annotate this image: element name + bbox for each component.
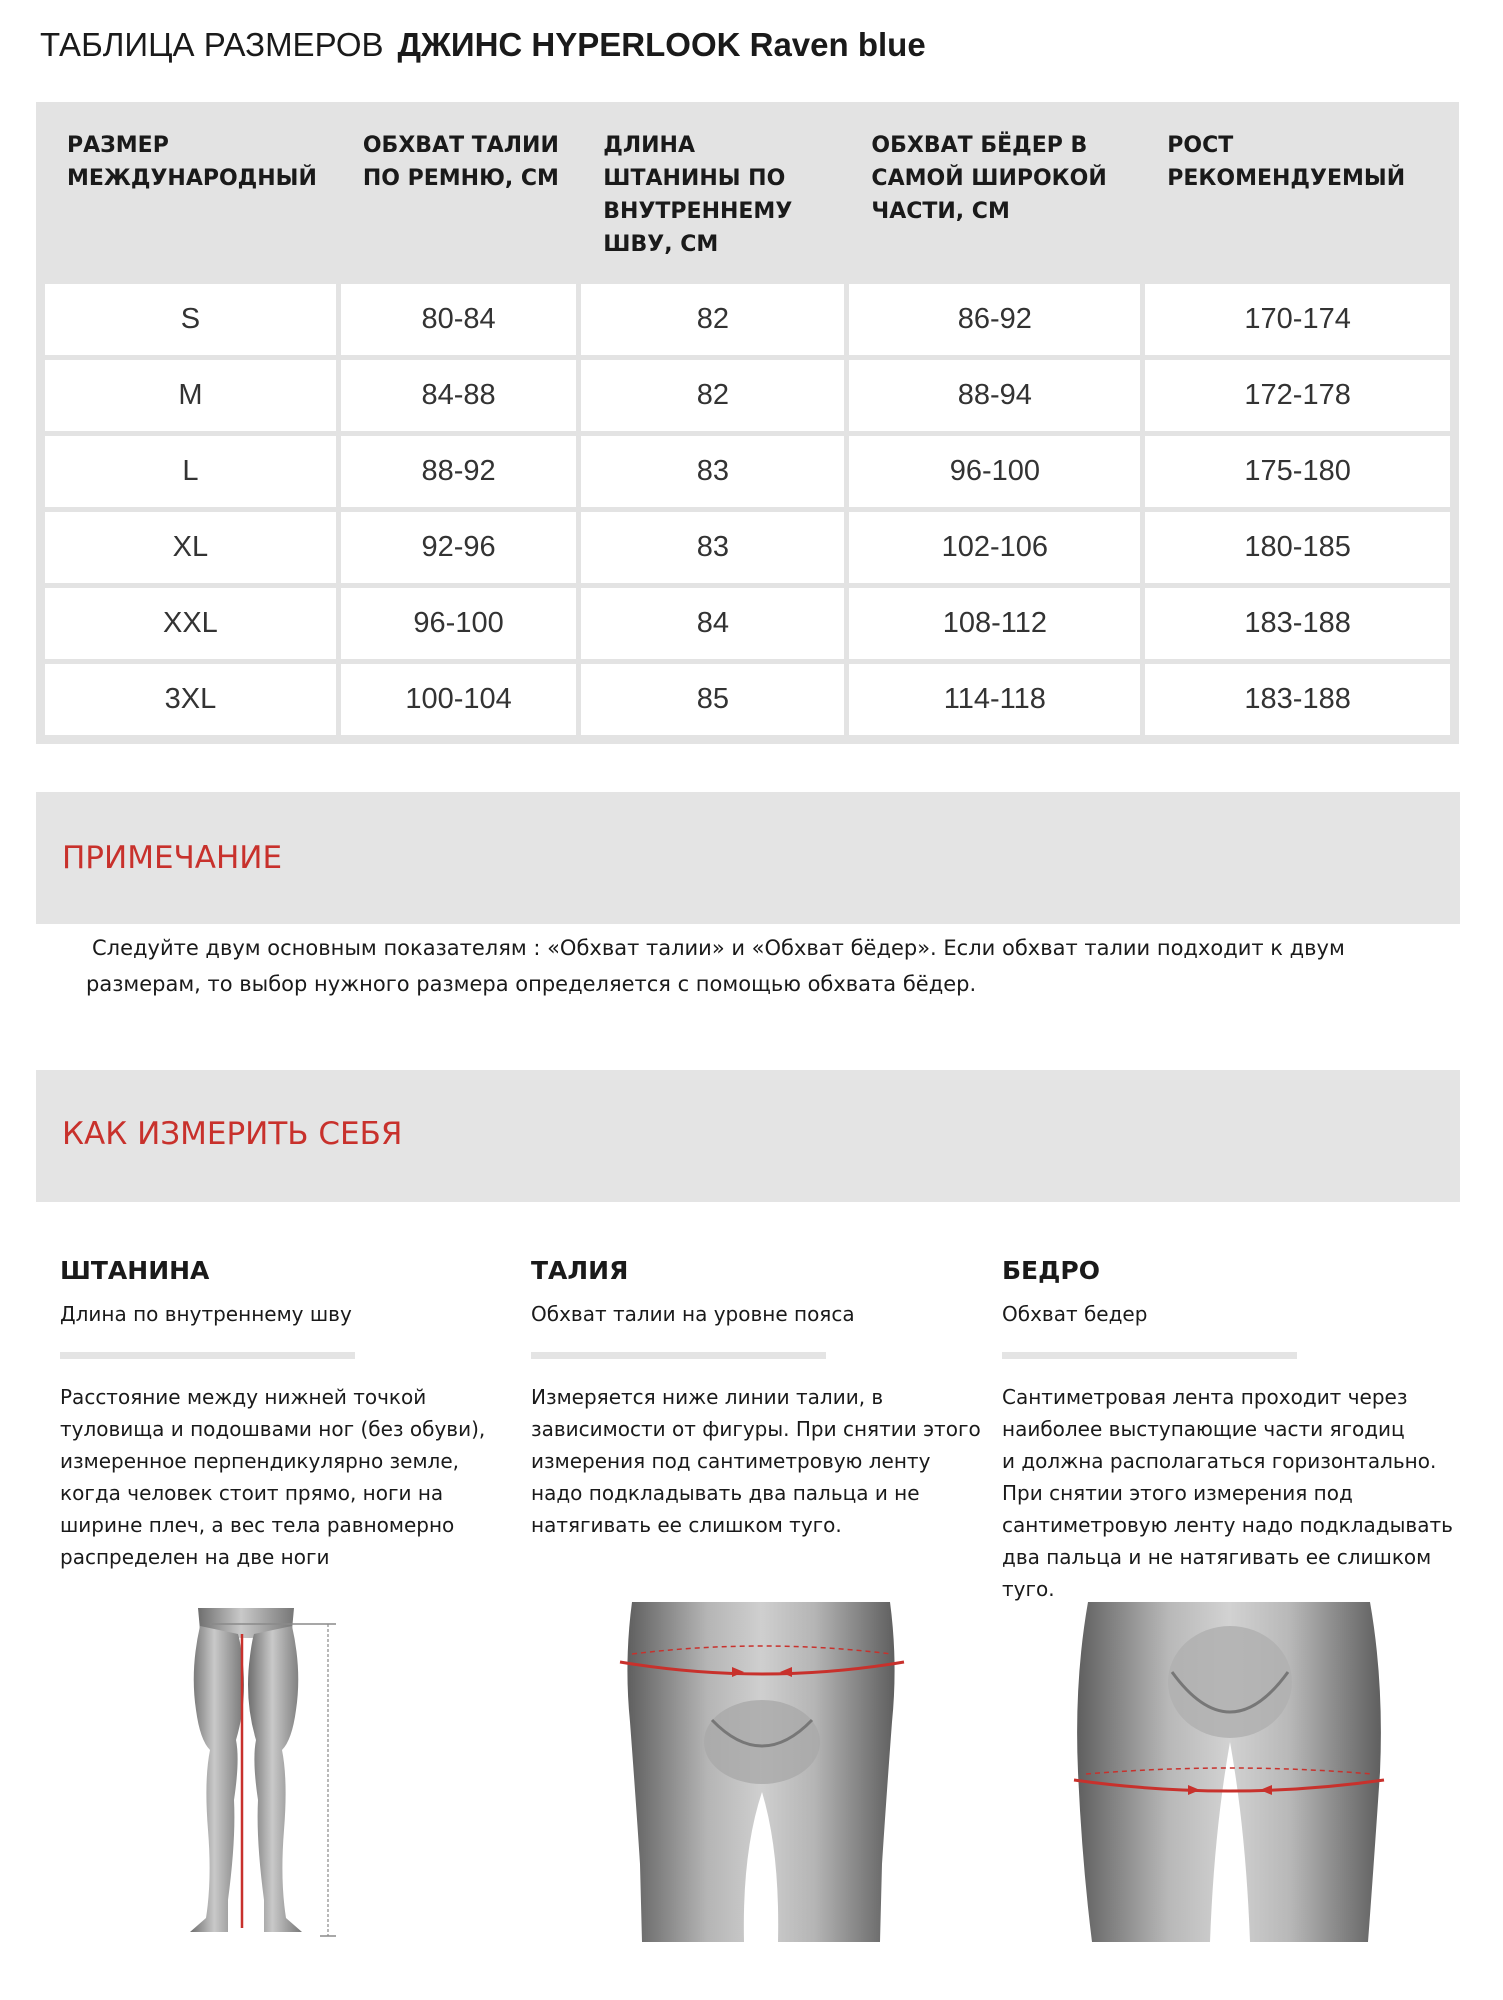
note-line-1: Следуйте двум основным показателям : «Обхват талии» и «Обхват бёдер». Если обхват талии подходит к двум [92,936,1345,960]
note-heading: ПРИМЕЧАНИЕ [62,840,283,876]
note-banner [36,792,1460,924]
cell-inseam: 83 [581,436,844,507]
measure-title: ШТАНИНА [60,1256,210,1285]
cell-size: L [45,436,336,507]
header-hips: ОБХВАТ БЁДЕР В САМОЙ ШИРОКОЙ ЧАСТИ, СМ [849,111,1140,279]
measure-column-leg [60,1256,530,1573]
cell-size: M [45,360,336,431]
cell-height: 183-188 [1145,588,1450,659]
cell-inseam: 83 [581,512,844,583]
cell-height: 183-188 [1145,664,1450,735]
cell-hips: 114-118 [849,664,1140,735]
measure-description: Измеряется ниже линии талии, в зависимости от фигуры. При снятии этого измерения под сантиметровую ленту надо подкладывать два пальца и не натягивать ее слишком туго. [531,1385,981,1537]
how-to-measure-banner [36,1070,1460,1202]
header-inseam: ДЛИНА ШТАНИНЫ ПО ВНУТРЕННЕМУ ШВУ, СМ [581,111,844,279]
cell-hips: 108-112 [849,588,1140,659]
table-row [45,360,1450,431]
cell-waist: 88-92 [341,436,576,507]
table-row [45,284,1450,355]
cell-hips: 86-92 [849,284,1140,355]
measure-description: Сантиметровая лента проходит через наиболее выступающие части ягодиц и должна располагаться горизонтально. При снятии этого измерения под сантиметровую ленту надо подкладывать два пальца и не натягивать ее слишком туго. [1002,1385,1453,1601]
cell-waist: 84-88 [341,360,576,431]
cell-size: 3XL [45,664,336,735]
divider [1002,1352,1297,1359]
how-to-measure-heading: КАК ИЗМЕРИТЬ СЕБЯ [62,1116,403,1152]
cell-height: 172-178 [1145,360,1450,431]
cell-height: 175-180 [1145,436,1450,507]
cell-hips: 102-106 [849,512,1140,583]
size-table [40,106,1455,740]
header-size-international: РАЗМЕР МЕЖДУНАРОДНЫЙ [45,111,336,279]
legs-mannequin-figure [170,1600,390,1945]
measure-title: ТАЛИЯ [531,1256,629,1285]
page-title [40,26,926,64]
cell-height: 180-185 [1145,512,1450,583]
hip-mannequin-figure [1068,1602,1390,1947]
size-table-container [36,102,1459,744]
measure-subtitle: Обхват бедер [1002,1302,1148,1326]
cell-waist: 92-96 [341,512,576,583]
note-line-2: размерам, то выбор нужного размера определяется с помощью обхвата бёдер. [86,972,977,996]
cell-height: 170-174 [1145,284,1450,355]
measure-subtitle: Длина по внутреннему шву [60,1302,352,1326]
cell-inseam: 85 [581,664,844,735]
cell-inseam: 82 [581,360,844,431]
divider [531,1352,826,1359]
waist-mannequin-figure [592,1602,932,1947]
table-row [45,588,1450,659]
table-row [45,436,1450,507]
measure-subtitle: Обхват талии на уровне пояса [531,1302,855,1326]
table-header-row [45,111,1450,279]
table-row [45,664,1450,735]
divider [60,1352,355,1359]
title-product: ДЖИНС HYPERLOOK Raven blue [397,26,926,63]
header-waist: ОБХВАТ ТАЛИИ ПО РЕМНЮ, СМ [341,111,576,279]
cell-inseam: 84 [581,588,844,659]
measure-description: Расстояние между нижней точкой туловища и подошвами ног (без обуви), измеренное перпендикулярно земле, когда человек стоит прямо, ноги на ширине плеч, а вес тела равномерно распределен на две ноги [60,1385,486,1569]
measure-column-waist [531,1256,1001,1541]
cell-hips: 96-100 [849,436,1140,507]
note-text [86,930,1426,1002]
measure-title: БЕДРО [1002,1256,1100,1285]
cell-size: S [45,284,336,355]
title-prefix: ТАБЛИЦА РАЗМЕРОВ [40,26,384,63]
cell-waist: 96-100 [341,588,576,659]
cell-waist: 80-84 [341,284,576,355]
table-row [45,512,1450,583]
header-height: РОСТ РЕКОМЕНДУЕМЫЙ [1145,111,1450,279]
cell-hips: 88-94 [849,360,1140,431]
cell-size: XL [45,512,336,583]
cell-size: XXL [45,588,336,659]
measure-column-hip [1002,1256,1472,1605]
cell-waist: 100-104 [341,664,576,735]
cell-inseam: 82 [581,284,844,355]
